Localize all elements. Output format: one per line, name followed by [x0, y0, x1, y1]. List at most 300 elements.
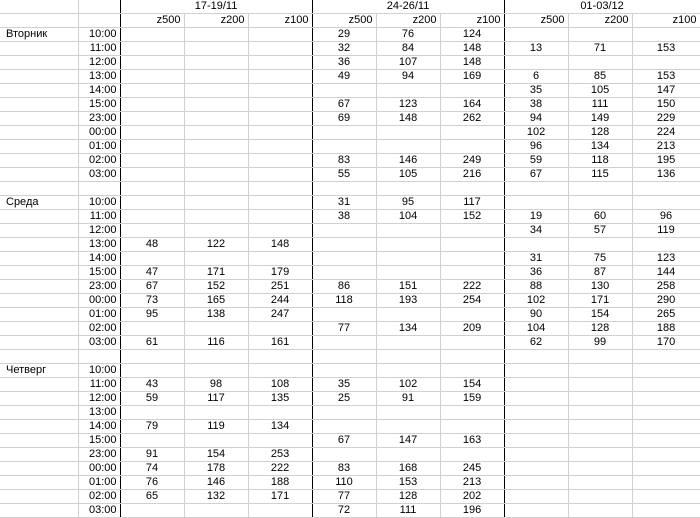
- value-cell[interactable]: [248, 112, 312, 126]
- time-cell[interactable]: 11:00: [78, 210, 120, 224]
- value-cell[interactable]: [504, 476, 568, 490]
- value-cell[interactable]: 77: [312, 490, 376, 504]
- value-cell[interactable]: 31: [504, 252, 568, 266]
- value-cell[interactable]: [120, 196, 184, 210]
- value-cell[interactable]: [504, 420, 568, 434]
- value-cell[interactable]: 91: [120, 448, 184, 462]
- value-cell[interactable]: [504, 378, 568, 392]
- value-cell[interactable]: [504, 196, 568, 210]
- value-cell[interactable]: 67: [312, 434, 376, 448]
- value-cell[interactable]: [184, 364, 248, 378]
- column-header-cell[interactable]: z500: [504, 14, 568, 28]
- day-label-cell[interactable]: [0, 56, 78, 70]
- value-cell[interactable]: [504, 56, 568, 70]
- value-cell[interactable]: 165: [184, 294, 248, 308]
- value-cell[interactable]: [120, 140, 184, 154]
- time-cell[interactable]: 10:00: [78, 28, 120, 42]
- time-cell[interactable]: 13:00: [78, 406, 120, 420]
- value-cell[interactable]: 102: [504, 126, 568, 140]
- value-cell[interactable]: [312, 420, 376, 434]
- value-cell[interactable]: [376, 308, 440, 322]
- time-cell[interactable]: 12:00: [78, 224, 120, 238]
- value-cell[interactable]: 262: [440, 112, 504, 126]
- value-cell[interactable]: 152: [184, 280, 248, 294]
- day-label-cell[interactable]: [0, 378, 78, 392]
- value-cell[interactable]: 150: [632, 98, 700, 112]
- value-cell[interactable]: [312, 364, 376, 378]
- value-cell[interactable]: [248, 406, 312, 420]
- value-cell[interactable]: 148: [440, 42, 504, 56]
- value-cell[interactable]: [248, 126, 312, 140]
- header-time-cell[interactable]: [78, 0, 120, 14]
- value-cell[interactable]: 164: [440, 98, 504, 112]
- value-cell[interactable]: [632, 350, 700, 364]
- value-cell[interactable]: 35: [504, 84, 568, 98]
- group-header-cell[interactable]: 01-03/12: [504, 0, 700, 14]
- value-cell[interactable]: 110: [312, 476, 376, 490]
- value-cell[interactable]: 188: [632, 322, 700, 336]
- value-cell[interactable]: [120, 210, 184, 224]
- value-cell[interactable]: [376, 84, 440, 98]
- value-cell[interactable]: [184, 182, 248, 196]
- value-cell[interactable]: 123: [376, 98, 440, 112]
- day-label-cell[interactable]: [0, 392, 78, 406]
- value-cell[interactable]: 153: [632, 70, 700, 84]
- value-cell[interactable]: 59: [120, 392, 184, 406]
- value-cell[interactable]: [376, 266, 440, 280]
- value-cell[interactable]: 244: [248, 294, 312, 308]
- value-cell[interactable]: 209: [440, 322, 504, 336]
- value-cell[interactable]: [184, 350, 248, 364]
- value-cell[interactable]: [312, 224, 376, 238]
- day-label-cell[interactable]: [0, 84, 78, 98]
- value-cell[interactable]: 96: [632, 210, 700, 224]
- time-cell[interactable]: 02:00: [78, 490, 120, 504]
- value-cell[interactable]: [632, 406, 700, 420]
- value-cell[interactable]: 49: [312, 70, 376, 84]
- value-cell[interactable]: [568, 476, 632, 490]
- value-cell[interactable]: [312, 140, 376, 154]
- value-cell[interactable]: 95: [120, 308, 184, 322]
- value-cell[interactable]: 247: [248, 308, 312, 322]
- time-cell[interactable]: 13:00: [78, 70, 120, 84]
- value-cell[interactable]: 146: [184, 476, 248, 490]
- time-cell[interactable]: 14:00: [78, 84, 120, 98]
- day-label-cell[interactable]: [0, 434, 78, 448]
- value-cell[interactable]: 134: [376, 322, 440, 336]
- value-cell[interactable]: [632, 28, 700, 42]
- value-cell[interactable]: 99: [568, 336, 632, 350]
- value-cell[interactable]: 144: [632, 266, 700, 280]
- value-cell[interactable]: 213: [632, 140, 700, 154]
- value-cell[interactable]: [312, 266, 376, 280]
- value-cell[interactable]: 119: [632, 224, 700, 238]
- value-cell[interactable]: 76: [120, 476, 184, 490]
- value-cell[interactable]: [632, 364, 700, 378]
- value-cell[interactable]: 119: [184, 420, 248, 434]
- value-cell[interactable]: 216: [440, 168, 504, 182]
- time-cell[interactable]: 10:00: [78, 196, 120, 210]
- value-cell[interactable]: 38: [312, 210, 376, 224]
- value-cell[interactable]: [248, 42, 312, 56]
- column-header-cell[interactable]: z500: [312, 14, 376, 28]
- value-cell[interactable]: [120, 42, 184, 56]
- value-cell[interactable]: 128: [376, 490, 440, 504]
- value-cell[interactable]: [248, 210, 312, 224]
- value-cell[interactable]: [504, 406, 568, 420]
- value-cell[interactable]: 118: [568, 154, 632, 168]
- value-cell[interactable]: 29: [312, 28, 376, 42]
- value-cell[interactable]: 96: [504, 140, 568, 154]
- header-time-cell[interactable]: [78, 14, 120, 28]
- value-cell[interactable]: [120, 84, 184, 98]
- time-cell[interactable]: 10:00: [78, 364, 120, 378]
- value-cell[interactable]: 94: [504, 112, 568, 126]
- value-cell[interactable]: 117: [440, 196, 504, 210]
- value-cell[interactable]: 62: [504, 336, 568, 350]
- value-cell[interactable]: [568, 448, 632, 462]
- value-cell[interactable]: 132: [184, 490, 248, 504]
- value-cell[interactable]: [312, 238, 376, 252]
- value-cell[interactable]: 151: [376, 280, 440, 294]
- value-cell[interactable]: [632, 56, 700, 70]
- value-cell[interactable]: [248, 322, 312, 336]
- value-cell[interactable]: [568, 238, 632, 252]
- time-cell[interactable]: 01:00: [78, 140, 120, 154]
- column-header-cell[interactable]: z100: [248, 14, 312, 28]
- day-label-cell[interactable]: Четверг: [0, 364, 78, 378]
- value-cell[interactable]: [632, 196, 700, 210]
- value-cell[interactable]: 115: [568, 168, 632, 182]
- value-cell[interactable]: [120, 182, 184, 196]
- value-cell[interactable]: [312, 84, 376, 98]
- value-cell[interactable]: [568, 182, 632, 196]
- value-cell[interactable]: [504, 350, 568, 364]
- value-cell[interactable]: 159: [440, 392, 504, 406]
- time-cell[interactable]: [78, 182, 120, 196]
- value-cell[interactable]: [248, 70, 312, 84]
- value-cell[interactable]: [632, 476, 700, 490]
- day-label-cell[interactable]: [0, 140, 78, 154]
- value-cell[interactable]: 123: [632, 252, 700, 266]
- value-cell[interactable]: [504, 448, 568, 462]
- value-cell[interactable]: 118: [312, 294, 376, 308]
- value-cell[interactable]: 77: [312, 322, 376, 336]
- value-cell[interactable]: [120, 350, 184, 364]
- value-cell[interactable]: 195: [632, 154, 700, 168]
- value-cell[interactable]: [184, 224, 248, 238]
- day-label-cell[interactable]: [0, 42, 78, 56]
- value-cell[interactable]: [632, 182, 700, 196]
- day-label-cell[interactable]: [0, 238, 78, 252]
- value-cell[interactable]: [376, 224, 440, 238]
- value-cell[interactable]: [376, 126, 440, 140]
- value-cell[interactable]: [312, 252, 376, 266]
- value-cell[interactable]: [248, 98, 312, 112]
- value-cell[interactable]: 249: [440, 154, 504, 168]
- day-label-cell[interactable]: [0, 266, 78, 280]
- value-cell[interactable]: 105: [376, 168, 440, 182]
- day-label-cell[interactable]: [0, 154, 78, 168]
- value-cell[interactable]: 170: [632, 336, 700, 350]
- day-label-cell[interactable]: [0, 70, 78, 84]
- value-cell[interactable]: 147: [632, 84, 700, 98]
- value-cell[interactable]: 111: [376, 504, 440, 518]
- value-cell[interactable]: 161: [248, 336, 312, 350]
- day-label-cell[interactable]: Среда: [0, 196, 78, 210]
- value-cell[interactable]: [568, 406, 632, 420]
- day-label-cell[interactable]: [0, 112, 78, 126]
- value-cell[interactable]: 128: [568, 126, 632, 140]
- day-label-cell[interactable]: [0, 294, 78, 308]
- time-cell[interactable]: 00:00: [78, 126, 120, 140]
- value-cell[interactable]: [568, 504, 632, 518]
- value-cell[interactable]: 134: [568, 140, 632, 154]
- value-cell[interactable]: [440, 266, 504, 280]
- value-cell[interactable]: 245: [440, 462, 504, 476]
- value-cell[interactable]: [504, 462, 568, 476]
- value-cell[interactable]: [504, 238, 568, 252]
- value-cell[interactable]: [184, 434, 248, 448]
- value-cell[interactable]: [376, 448, 440, 462]
- value-cell[interactable]: 38: [504, 98, 568, 112]
- value-cell[interactable]: 31: [312, 196, 376, 210]
- value-cell[interactable]: 60: [568, 210, 632, 224]
- value-cell[interactable]: [184, 210, 248, 224]
- value-cell[interactable]: 179: [248, 266, 312, 280]
- value-cell[interactable]: [632, 392, 700, 406]
- value-cell[interactable]: [120, 168, 184, 182]
- day-label-cell[interactable]: [0, 336, 78, 350]
- value-cell[interactable]: 107: [376, 56, 440, 70]
- time-cell[interactable]: [78, 350, 120, 364]
- day-label-cell[interactable]: [0, 280, 78, 294]
- value-cell[interactable]: 57: [568, 224, 632, 238]
- value-cell[interactable]: 188: [248, 476, 312, 490]
- value-cell[interactable]: [440, 182, 504, 196]
- time-cell[interactable]: 23:00: [78, 448, 120, 462]
- time-cell[interactable]: 14:00: [78, 420, 120, 434]
- value-cell[interactable]: 67: [312, 98, 376, 112]
- value-cell[interactable]: 171: [248, 490, 312, 504]
- value-cell[interactable]: [568, 420, 632, 434]
- value-cell[interactable]: 258: [632, 280, 700, 294]
- value-cell[interactable]: 111: [568, 98, 632, 112]
- value-cell[interactable]: 128: [568, 322, 632, 336]
- time-cell[interactable]: 00:00: [78, 294, 120, 308]
- value-cell[interactable]: 13: [504, 42, 568, 56]
- value-cell[interactable]: [248, 196, 312, 210]
- value-cell[interactable]: [376, 406, 440, 420]
- value-cell[interactable]: 32: [312, 42, 376, 56]
- value-cell[interactable]: 36: [312, 56, 376, 70]
- value-cell[interactable]: [504, 504, 568, 518]
- value-cell[interactable]: [184, 322, 248, 336]
- column-header-cell[interactable]: z200: [376, 14, 440, 28]
- value-cell[interactable]: [184, 196, 248, 210]
- value-cell[interactable]: 83: [312, 462, 376, 476]
- header-day-cell[interactable]: [0, 0, 78, 14]
- value-cell[interactable]: 152: [440, 210, 504, 224]
- value-cell[interactable]: [568, 462, 632, 476]
- value-cell[interactable]: 87: [568, 266, 632, 280]
- value-cell[interactable]: 138: [184, 308, 248, 322]
- value-cell[interactable]: [568, 56, 632, 70]
- value-cell[interactable]: [184, 168, 248, 182]
- value-cell[interactable]: 290: [632, 294, 700, 308]
- day-label-cell[interactable]: [0, 210, 78, 224]
- value-cell[interactable]: 71: [568, 42, 632, 56]
- value-cell[interactable]: 67: [120, 280, 184, 294]
- value-cell[interactable]: [184, 140, 248, 154]
- value-cell[interactable]: 202: [440, 490, 504, 504]
- value-cell[interactable]: [120, 56, 184, 70]
- value-cell[interactable]: 178: [184, 462, 248, 476]
- value-cell[interactable]: [568, 350, 632, 364]
- time-cell[interactable]: 23:00: [78, 112, 120, 126]
- value-cell[interactable]: 108: [248, 378, 312, 392]
- value-cell[interactable]: 88: [504, 280, 568, 294]
- value-cell[interactable]: [184, 112, 248, 126]
- time-cell[interactable]: 02:00: [78, 322, 120, 336]
- value-cell[interactable]: [376, 336, 440, 350]
- day-label-cell[interactable]: [0, 504, 78, 518]
- value-cell[interactable]: [120, 504, 184, 518]
- time-cell[interactable]: 23:00: [78, 280, 120, 294]
- value-cell[interactable]: [184, 252, 248, 266]
- value-cell[interactable]: 34: [504, 224, 568, 238]
- day-label-cell[interactable]: [0, 98, 78, 112]
- value-cell[interactable]: [120, 434, 184, 448]
- value-cell[interactable]: [568, 364, 632, 378]
- value-cell[interactable]: [120, 28, 184, 42]
- day-label-cell[interactable]: [0, 168, 78, 182]
- value-cell[interactable]: [120, 406, 184, 420]
- value-cell[interactable]: 193: [376, 294, 440, 308]
- value-cell[interactable]: 148: [376, 112, 440, 126]
- time-cell[interactable]: 14:00: [78, 252, 120, 266]
- value-cell[interactable]: [376, 140, 440, 154]
- value-cell[interactable]: 105: [568, 84, 632, 98]
- value-cell[interactable]: [632, 462, 700, 476]
- day-label-cell[interactable]: [0, 308, 78, 322]
- value-cell[interactable]: [120, 126, 184, 140]
- value-cell[interactable]: 222: [440, 280, 504, 294]
- group-header-cell[interactable]: 24-26/11: [312, 0, 504, 14]
- value-cell[interactable]: 76: [376, 28, 440, 42]
- value-cell[interactable]: 130: [568, 280, 632, 294]
- header-day-cell[interactable]: [0, 14, 78, 28]
- value-cell[interactable]: 83: [312, 154, 376, 168]
- day-label-cell[interactable]: [0, 350, 78, 364]
- value-cell[interactable]: [568, 392, 632, 406]
- value-cell[interactable]: [184, 126, 248, 140]
- value-cell[interactable]: [440, 420, 504, 434]
- day-label-cell[interactable]: [0, 224, 78, 238]
- value-cell[interactable]: [248, 154, 312, 168]
- value-cell[interactable]: [376, 182, 440, 196]
- time-cell[interactable]: 15:00: [78, 434, 120, 448]
- value-cell[interactable]: 149: [568, 112, 632, 126]
- day-label-cell[interactable]: [0, 252, 78, 266]
- value-cell[interactable]: [440, 336, 504, 350]
- value-cell[interactable]: [632, 434, 700, 448]
- day-label-cell[interactable]: [0, 420, 78, 434]
- value-cell[interactable]: [632, 448, 700, 462]
- value-cell[interactable]: 72: [312, 504, 376, 518]
- value-cell[interactable]: [184, 504, 248, 518]
- value-cell[interactable]: [248, 28, 312, 42]
- time-cell[interactable]: 13:00: [78, 238, 120, 252]
- value-cell[interactable]: [376, 364, 440, 378]
- column-header-cell[interactable]: z100: [440, 14, 504, 28]
- value-cell[interactable]: [504, 364, 568, 378]
- day-label-cell[interactable]: [0, 476, 78, 490]
- value-cell[interactable]: [440, 126, 504, 140]
- value-cell[interactable]: [248, 182, 312, 196]
- time-cell[interactable]: 03:00: [78, 504, 120, 518]
- value-cell[interactable]: [120, 98, 184, 112]
- value-cell[interactable]: 84: [376, 42, 440, 56]
- value-cell[interactable]: 19: [504, 210, 568, 224]
- value-cell[interactable]: [504, 28, 568, 42]
- value-cell[interactable]: [184, 42, 248, 56]
- day-label-cell[interactable]: [0, 462, 78, 476]
- value-cell[interactable]: [312, 406, 376, 420]
- column-header-cell[interactable]: z200: [184, 14, 248, 28]
- value-cell[interactable]: 91: [376, 392, 440, 406]
- value-cell[interactable]: [184, 98, 248, 112]
- value-cell[interactable]: 47: [120, 266, 184, 280]
- value-cell[interactable]: 169: [440, 70, 504, 84]
- value-cell[interactable]: 134: [248, 420, 312, 434]
- value-cell[interactable]: 55: [312, 168, 376, 182]
- value-cell[interactable]: 229: [632, 112, 700, 126]
- value-cell[interactable]: [632, 504, 700, 518]
- value-cell[interactable]: 147: [376, 434, 440, 448]
- value-cell[interactable]: [568, 196, 632, 210]
- value-cell[interactable]: 69: [312, 112, 376, 126]
- value-cell[interactable]: 253: [248, 448, 312, 462]
- column-header-cell[interactable]: z100: [632, 14, 700, 28]
- value-cell[interactable]: [312, 336, 376, 350]
- value-cell[interactable]: [312, 126, 376, 140]
- value-cell[interactable]: 98: [184, 378, 248, 392]
- value-cell[interactable]: 148: [248, 238, 312, 252]
- value-cell[interactable]: [504, 182, 568, 196]
- value-cell[interactable]: 67: [504, 168, 568, 182]
- value-cell[interactable]: 102: [376, 378, 440, 392]
- value-cell[interactable]: [120, 322, 184, 336]
- column-header-cell[interactable]: z200: [568, 14, 632, 28]
- value-cell[interactable]: 124: [440, 28, 504, 42]
- value-cell[interactable]: [376, 252, 440, 266]
- value-cell[interactable]: 90: [504, 308, 568, 322]
- value-cell[interactable]: [440, 364, 504, 378]
- value-cell[interactable]: 171: [184, 266, 248, 280]
- group-header-cell[interactable]: 17-19/11: [120, 0, 312, 14]
- value-cell[interactable]: 265: [632, 308, 700, 322]
- time-cell[interactable]: 03:00: [78, 168, 120, 182]
- value-cell[interactable]: 35: [312, 378, 376, 392]
- value-cell[interactable]: 135: [248, 392, 312, 406]
- value-cell[interactable]: 171: [568, 294, 632, 308]
- value-cell[interactable]: [248, 350, 312, 364]
- value-cell[interactable]: [248, 224, 312, 238]
- value-cell[interactable]: 6: [504, 70, 568, 84]
- day-label-cell[interactable]: [0, 406, 78, 420]
- value-cell[interactable]: [184, 70, 248, 84]
